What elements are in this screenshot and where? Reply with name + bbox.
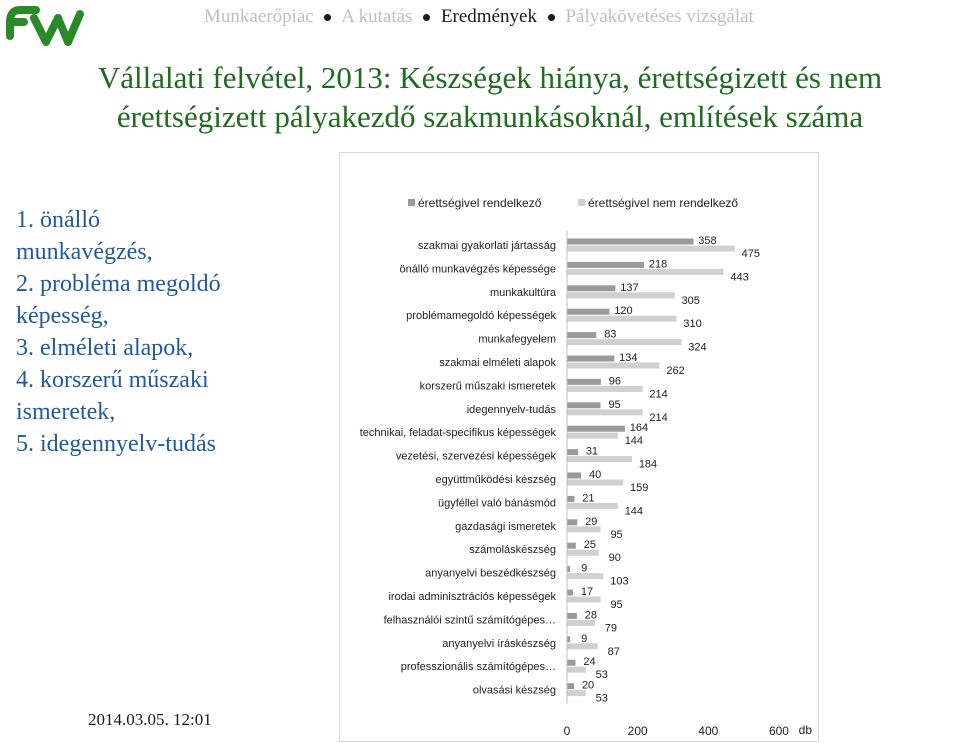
bar-without-matura	[567, 269, 724, 275]
data-label-without-matura: 475	[741, 248, 760, 260]
bar-with-matura	[567, 590, 573, 596]
nav-item-a-kutatas[interactable]: A kutatás	[341, 6, 413, 27]
data-label-without-matura: 443	[730, 271, 749, 284]
category-label: anyanyelvi beszédkészség	[425, 567, 556, 580]
bar-with-matura	[567, 473, 581, 479]
slide-date: 2014.03.05. 12:01	[88, 710, 212, 729]
legend-label: érettségivel nem rendelkező	[588, 196, 739, 210]
bar-without-matura	[567, 363, 660, 369]
bar-with-matura	[567, 683, 574, 689]
data-label-without-matura: 90	[608, 552, 621, 565]
bar-with-matura	[567, 309, 609, 315]
data-label-with-matura: 20	[581, 679, 595, 692]
bar-with-matura	[567, 426, 625, 432]
data-label-with-matura: 29	[585, 515, 598, 528]
legend-swatch	[408, 199, 415, 206]
data-label-with-matura: 9	[581, 632, 588, 645]
data-label-without-matura: 53	[595, 692, 608, 705]
bar-without-matura	[567, 433, 618, 439]
bar-without-matura	[567, 339, 681, 345]
category-label: felhasználói szintű számítógépes…	[383, 614, 556, 627]
data-label-without-matura: 95	[610, 528, 623, 541]
nav-item-eredmenyek[interactable]: Eredmények	[440, 6, 537, 27]
category-label: problémamegoldó képességek	[406, 310, 556, 323]
data-label-with-matura: 40	[589, 469, 602, 481]
key-skills-line: képesség,	[16, 303, 109, 329]
data-label-with-matura: 25	[583, 539, 596, 552]
category-label: olvasási készség	[472, 684, 556, 697]
x-axis-unit: db	[798, 723, 812, 737]
data-label-without-matura: 79	[604, 622, 618, 635]
x-tick-label: 400	[698, 724, 719, 738]
bar-with-matura	[567, 239, 693, 245]
data-label-without-matura: 159	[629, 482, 649, 494]
data-label-without-matura: 305	[681, 294, 700, 307]
bar-with-matura	[567, 379, 601, 385]
data-label-without-matura: 214	[649, 411, 668, 424]
data-label-without-matura: 324	[688, 341, 707, 354]
data-label-with-matura: 9	[581, 562, 588, 575]
category-label: munkakultúra	[489, 286, 556, 299]
category-label: munkafegyelem	[478, 333, 556, 346]
bar-with-matura	[567, 496, 574, 502]
category-label: számoláskészség	[469, 544, 556, 557]
key-skills-line: 2. probléma megoldó	[16, 271, 221, 297]
nav-item-munkaeropiac[interactable]: Munkaerőpiac	[204, 6, 314, 27]
bar-with-matura	[567, 262, 644, 268]
slide-title-line-1: Vállalati felvétel, 2013: Készségek hiánya, érettségizett és nem	[97, 60, 883, 95]
data-label-with-matura: 218	[648, 258, 668, 271]
category-label: korszerű műszaki ismeretek	[419, 380, 556, 393]
key-skills-line: 4. korszerű műszaki	[16, 367, 209, 393]
data-label-with-matura: 95	[608, 398, 621, 411]
category-label: professzionális számítógépes…	[400, 661, 556, 674]
bar-without-matura	[567, 456, 632, 462]
bar-with-matura	[567, 613, 577, 619]
key-skills-line: 3. elméleti alapok,	[16, 335, 194, 361]
category-label: ügyféllel való bánásmód	[437, 497, 556, 510]
data-label-without-matura: 184	[638, 458, 658, 471]
bar-with-matura	[567, 449, 578, 455]
slide-title-line-2: érettségizett pályakezdő szakmunkásoknál, említések száma	[116, 99, 864, 134]
data-label-without-matura: 87	[607, 645, 620, 658]
bar-with-matura	[567, 519, 577, 525]
data-label-with-matura: 120	[614, 305, 633, 318]
data-label-without-matura: 214	[649, 388, 668, 401]
data-label-without-matura: 144	[624, 435, 644, 448]
category-label: szakmai gyakorlati jártasság	[417, 240, 556, 252]
data-label-without-matura: 103	[610, 575, 629, 588]
data-label-with-matura: 21	[582, 492, 595, 505]
bar-with-matura	[567, 285, 615, 291]
category-label: együttműködési készség	[435, 474, 556, 486]
category-label: vezetési, szervezési képességek	[395, 450, 556, 463]
data-label-with-matura: 137	[620, 281, 639, 294]
x-tick-label: 0	[563, 724, 571, 738]
data-label-with-matura: 164	[629, 422, 649, 435]
data-label-with-matura: 83	[604, 328, 617, 341]
data-label-without-matura: 95	[610, 599, 623, 611]
data-label-with-matura: 134	[619, 352, 638, 364]
bar-with-matura	[567, 402, 601, 408]
legend-label: érettségivel rendelkező	[418, 196, 542, 210]
category-label: technikai, feladat-specifikus képességek	[359, 427, 556, 440]
bar-without-matura	[567, 409, 643, 415]
category-label: idegennyelv-tudás	[466, 403, 556, 416]
x-tick-label: 200	[627, 724, 648, 738]
data-label-with-matura: 24	[583, 656, 596, 669]
data-label-without-matura: 144	[624, 505, 644, 518]
x-tick-label: 600	[768, 724, 789, 738]
category-label: gazdasági ismeretek	[455, 520, 556, 533]
key-skills-line: 1. önálló	[16, 207, 100, 233]
bar-with-matura	[567, 332, 596, 338]
bar-with-matura	[567, 356, 614, 362]
data-label-with-matura: 17	[580, 586, 594, 598]
key-skills-line: 5. idegennyelv-tudás	[16, 431, 216, 457]
legend-swatch	[578, 199, 585, 206]
category-label: irodai adminisztrációs képességek	[388, 591, 556, 603]
data-label-without-matura: 53	[595, 669, 608, 682]
nav-item-palyakovetes[interactable]: Pályakövetéses vizsgálat	[565, 6, 754, 27]
key-skills-line: ismeretek,	[16, 399, 116, 425]
category-label: önálló munkavégzés képessége	[399, 263, 556, 276]
data-label-without-matura: 262	[666, 365, 685, 377]
data-label-with-matura: 28	[584, 609, 598, 622]
category-label: szakmai elméleti alapok	[439, 357, 556, 369]
bar-with-matura	[567, 660, 575, 666]
bar-with-matura	[567, 543, 576, 549]
category-label: anyanyelvi íráskészség	[442, 637, 556, 650]
key-skills-line: munkavégzés,	[16, 239, 153, 265]
data-label-with-matura: 96	[608, 375, 622, 388]
data-label-without-matura: 310	[683, 318, 702, 331]
data-label-with-matura: 358	[698, 235, 717, 247]
data-label-with-matura: 31	[585, 445, 599, 458]
bar-without-matura	[567, 386, 643, 392]
